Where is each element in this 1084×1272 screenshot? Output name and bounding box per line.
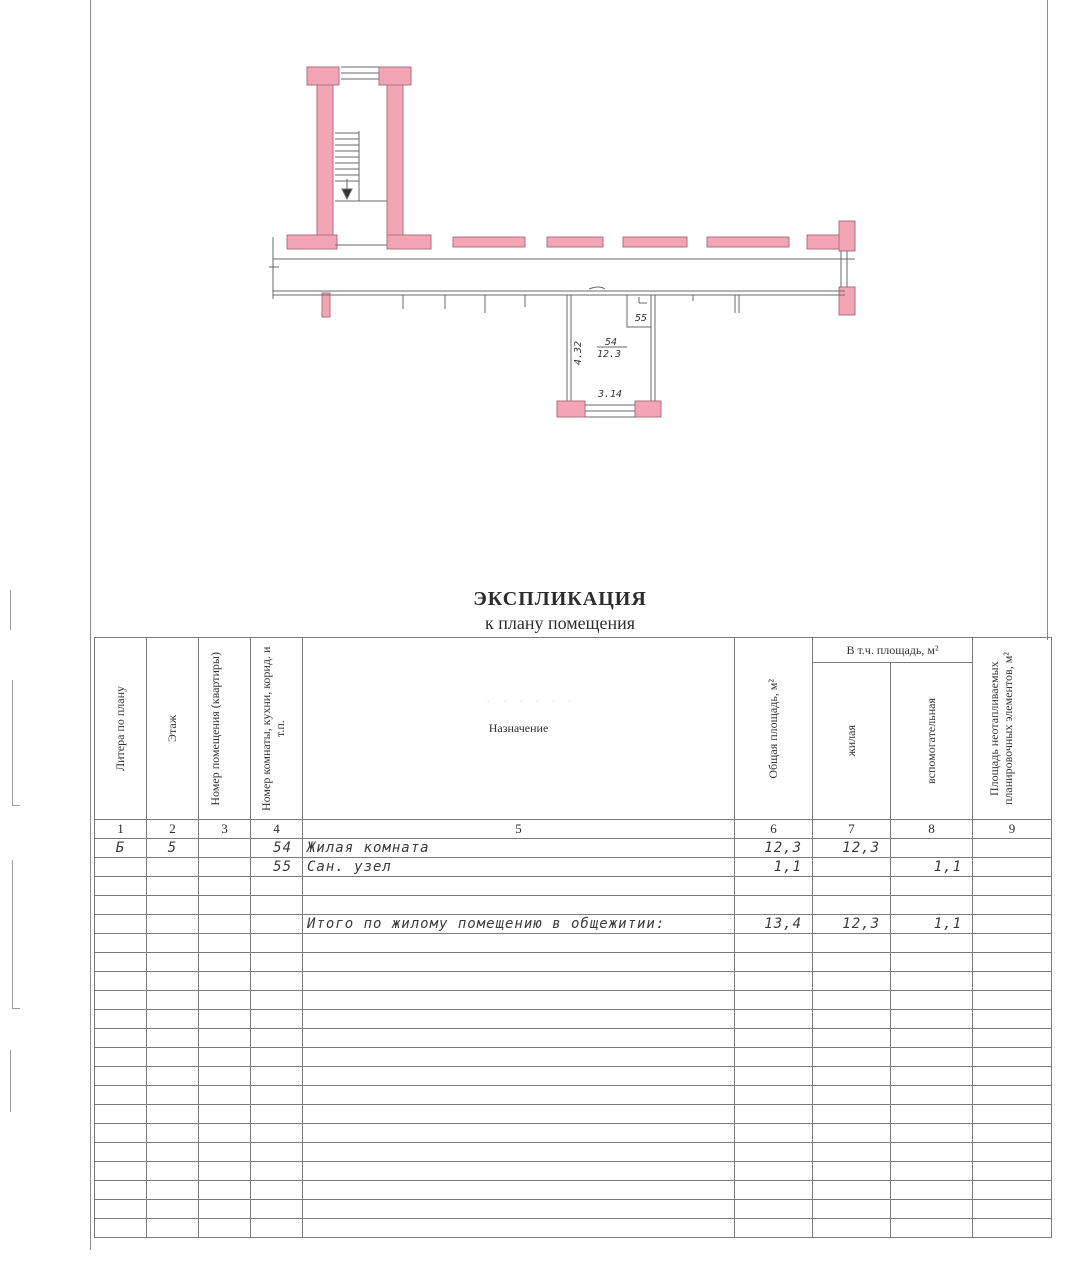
col-number: 1 <box>95 820 147 839</box>
cell-floor: 5 <box>147 839 199 858</box>
page-border-right <box>1047 0 1048 640</box>
plan-label-bath-number: 55 <box>635 313 648 324</box>
header-purpose: Назначение <box>303 638 735 820</box>
header-litera: Литера по плану <box>95 638 147 820</box>
col-number: 2 <box>147 820 199 839</box>
cell-purpose: Сан. узел <box>303 858 735 877</box>
table-row-empty <box>95 1162 1052 1181</box>
floor-plan <box>255 55 875 435</box>
table-row-empty <box>95 896 1052 915</box>
cell-unheated <box>973 839 1052 858</box>
table-row <box>95 839 1052 858</box>
cell-total: 12,3 <box>735 839 813 858</box>
page-border-left <box>90 0 91 1250</box>
header-row-1 <box>95 638 1052 663</box>
header-incl-area: В т.ч. площадь, м² <box>813 638 973 663</box>
margin-mark <box>12 680 13 805</box>
total-aux: 1,1 <box>891 915 973 934</box>
col-number: 6 <box>735 820 813 839</box>
cell-floor <box>147 858 199 877</box>
table-row-empty <box>95 877 1052 896</box>
table-row-empty <box>95 1200 1052 1219</box>
table-row-empty <box>95 1048 1052 1067</box>
cell-living: 12,3 <box>813 839 891 858</box>
table-row <box>95 858 1052 877</box>
table-row-total <box>95 915 1052 934</box>
watermark: · · · · · · <box>485 690 575 712</box>
plan-label-room-number: 54 <box>605 337 618 348</box>
title-block <box>380 588 740 634</box>
cell-room: 54 <box>251 839 303 858</box>
header-apt-number: Номер помещения (квартиры) <box>199 638 251 820</box>
table-row-empty <box>95 1219 1052 1238</box>
table-row-empty <box>95 953 1052 972</box>
total-label: Итого по жилому помещению в общежитии: <box>303 915 735 934</box>
plan-labels <box>573 313 647 400</box>
header-auxiliary: вспомогательная <box>891 663 973 820</box>
table-row-empty <box>95 1029 1052 1048</box>
explication-table <box>94 637 1052 1238</box>
header-unheated: Площадь неотапливаемых планировочных элементов, м² <box>973 638 1052 820</box>
cell-aux: 1,1 <box>891 858 973 877</box>
header-living: жилая <box>813 663 891 820</box>
total-area: 13,4 <box>735 915 813 934</box>
table-row-empty <box>95 934 1052 953</box>
col-number: 5 <box>303 820 735 839</box>
margin-mark <box>10 1050 11 1112</box>
total-living: 12,3 <box>813 915 891 934</box>
col-number: 7 <box>813 820 891 839</box>
table-row-empty <box>95 1086 1052 1105</box>
table-row-empty <box>95 1143 1052 1162</box>
explication-title: ЭКСПЛИКАЦИЯ <box>473 588 647 610</box>
cell-apt <box>199 858 251 877</box>
table-row-empty <box>95 972 1052 991</box>
cell-room: 55 <box>251 858 303 877</box>
header-room-number: Номер комнаты, кухни, корид. и т.п. <box>251 638 303 820</box>
header-total-area: Общая площадь, м² <box>735 638 813 820</box>
table-row-empty <box>95 1105 1052 1124</box>
table-row-empty <box>95 1181 1052 1200</box>
col-number: 4 <box>251 820 303 839</box>
cell-aux <box>891 839 973 858</box>
cell-purpose: Жилая комната <box>303 839 735 858</box>
plan-dimension-height: 4.32 <box>573 340 584 365</box>
header-floor: Этаж <box>147 638 199 820</box>
col-number: 3 <box>199 820 251 839</box>
table-row-empty <box>95 991 1052 1010</box>
column-number-row <box>95 820 1052 839</box>
col-number: 8 <box>891 820 973 839</box>
table-row-empty <box>95 1124 1052 1143</box>
table-row-empty <box>95 1067 1052 1086</box>
cell-total: 1,1 <box>735 858 813 877</box>
margin-mark <box>10 590 11 630</box>
plan-dimension-width: 3.14 <box>598 389 623 400</box>
col-number: 9 <box>973 820 1052 839</box>
margin-mark <box>12 860 13 1008</box>
margin-mark <box>12 1008 20 1009</box>
cell-litera: Б <box>95 839 147 858</box>
cell-living <box>813 858 891 877</box>
explication-subtitle: к плану помещения <box>484 613 636 633</box>
margin-mark <box>12 805 20 806</box>
cell-litera <box>95 858 147 877</box>
plan-label-room-area: 12.3 <box>597 349 622 360</box>
cell-apt <box>199 839 251 858</box>
table-row-empty <box>95 1010 1052 1029</box>
cell-unheated <box>973 858 1052 877</box>
